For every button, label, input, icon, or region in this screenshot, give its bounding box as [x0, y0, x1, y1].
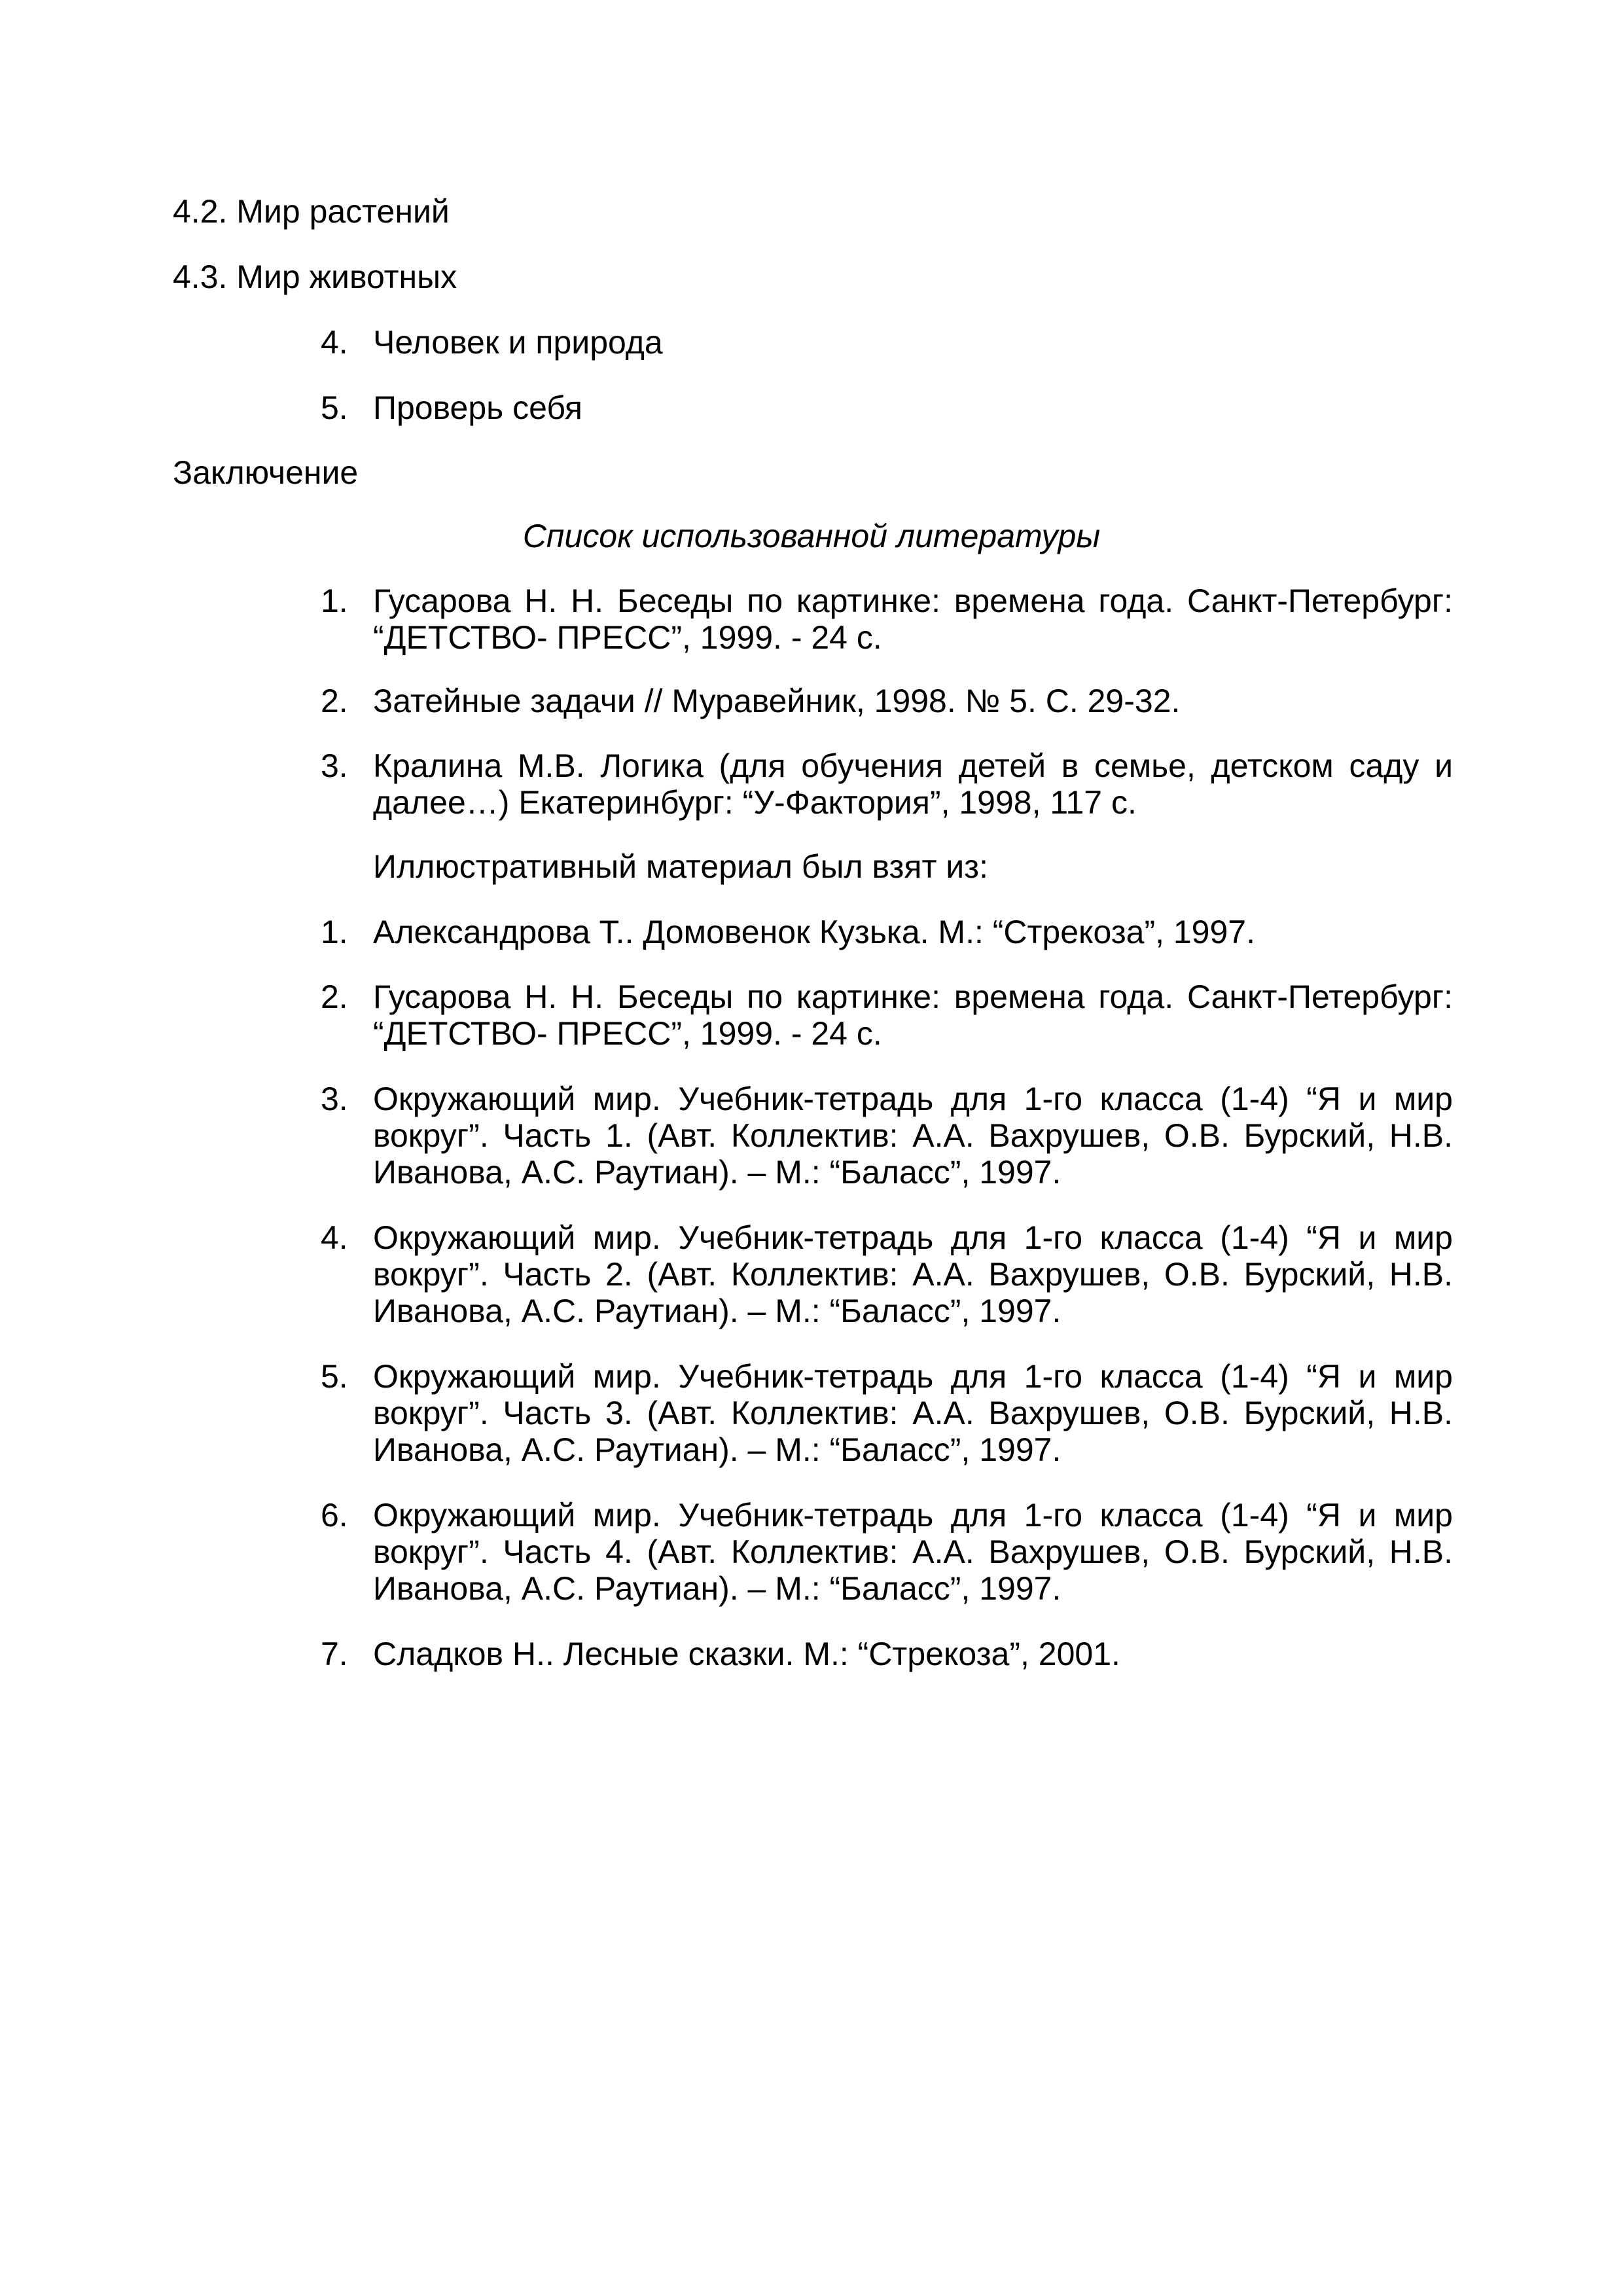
list-text: Сладков Н.. Лесные сказки. М.: “Стрекоза”, 2001.: [373, 1636, 1120, 1672]
list-number: 5.: [321, 1358, 348, 1395]
illustration-source-item: [321, 1358, 1453, 1468]
list-number: 3.: [321, 1081, 348, 1117]
list-text: Окружающий мир. Учебник-тетрадь для 1-го класса (1-4) “Я и мир вокруг”. Часть 2. (Авт. Коллектив: А.А. Вахрушев, О.В. Бурский, Н.В. Иванова, А.С. Раутиан). – М.: “Баласс”, 1997.: [373, 1219, 1453, 1329]
bibliography-item: [321, 747, 1453, 821]
list-number: 1.: [321, 583, 348, 619]
list-number: 2.: [321, 978, 348, 1015]
illustration-source-item: [321, 1081, 1453, 1191]
list-number: 2.: [321, 683, 348, 719]
illustration-source-item: [321, 914, 1453, 950]
list-text: Окружающий мир. Учебник-тетрадь для 1-го класса (1-4) “Я и мир вокруг”. Часть 3. (Авт. Коллектив: А.А. Вахрушев, О.В. Бурский, Н.В. Иванова, А.С. Раутиан). – М.: “Баласс”, 1997.: [373, 1358, 1453, 1468]
list-number: 7.: [321, 1636, 348, 1672]
list-number: 4.: [321, 324, 348, 361]
illustration-source-item: [321, 1636, 1453, 1672]
toc-item-4: [321, 324, 1453, 361]
bibliography-item: [321, 683, 1453, 719]
illustrations-intro: Иллюстративный материал был взят из:: [373, 848, 988, 885]
list-number: 1.: [321, 914, 348, 950]
list-number: 5.: [321, 389, 348, 426]
list-text: Окружающий мир. Учебник-тетрадь для 1-го класса (1-4) “Я и мир вокруг”. Часть 1. (Авт. Коллектив: А.А. Вахрушев, О.В. Бурский, Н.В. Иванова, А.С. Раутиан). – М.: “Баласс”, 1997.: [373, 1081, 1453, 1191]
list-text: Александрова Т.. Домовенок Кузька. М.: “Стрекоза”, 1997.: [373, 914, 1255, 950]
list-text: Человек и природа: [373, 324, 663, 361]
list-number: 3.: [321, 747, 348, 784]
list-text: Окружающий мир. Учебник-тетрадь для 1-го класса (1-4) “Я и мир вокруг”. Часть 4. (Авт. Коллектив: А.А. Вахрушев, О.В. Бурский, Н.В. Иванова, А.С. Раутиан). – М.: “Баласс”, 1997.: [373, 1497, 1453, 1607]
list-text: Проверь себя: [373, 389, 582, 426]
list-text: Затейные задачи // Муравейник, 1998. № 5. С. 29-32.: [373, 683, 1181, 719]
bibliography-item: [321, 583, 1453, 656]
illustration-source-item: [321, 1497, 1453, 1607]
list-text: Гусарова Н. Н. Беседы по картинке: времена года. Санкт-Петербург: “ДЕТСТВО- ПРЕСС”, 1999. - 24 с.: [373, 583, 1453, 656]
illustration-source-item: [321, 1219, 1453, 1329]
illustration-source-item: [321, 978, 1453, 1052]
bibliography-title: Список использованной литературы: [522, 518, 1101, 554]
list-text: Кралина М.В. Логика (для обучения детей в семье, детском саду и далее…) Екатеринбург: “У-Фактория”, 1998, 117 с.: [373, 747, 1453, 821]
list-number: 6.: [321, 1497, 348, 1534]
toc-item-5: [321, 389, 1453, 426]
toc-item-4-3: 4.3. Мир животных: [173, 259, 457, 295]
list-text: Гусарова Н. Н. Беседы по картинке: времена года. Санкт-Петербург: “ДЕТСТВО- ПРЕСС”, 1999. - 24 с.: [373, 978, 1453, 1052]
toc-item-4-2: 4.2. Мир растений: [173, 193, 450, 230]
list-number: 4.: [321, 1219, 348, 1256]
toc-conclusion: Заключение: [173, 454, 359, 491]
